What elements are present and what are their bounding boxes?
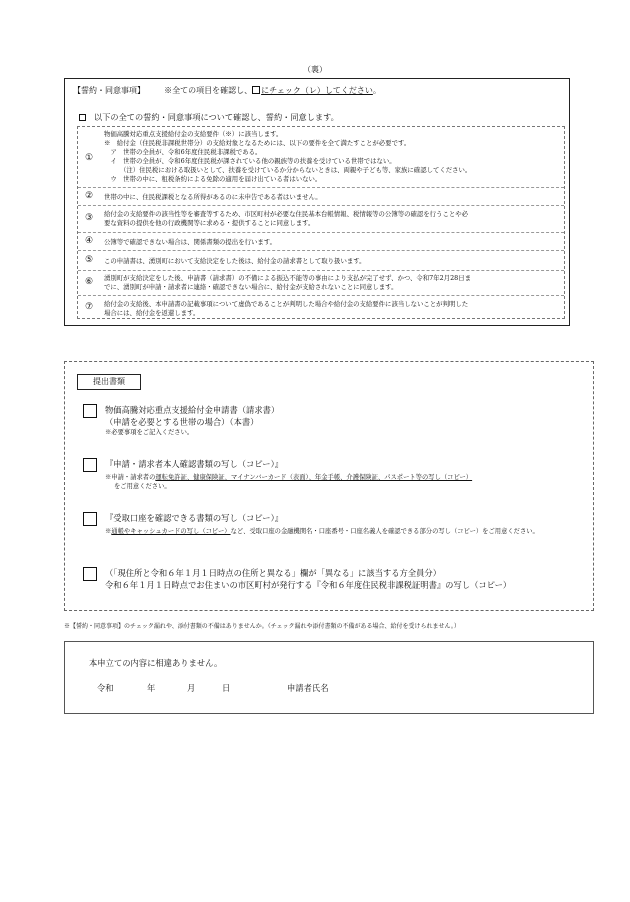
pledge-item-line: この申請書は、湧別町において支給決定をした後は、給付金の請求書として取り扱います。 [104,257,366,265]
pledge-item-line: ア 世帯の全員が、令和6年度住民税非課税である。 [104,148,262,156]
pledge-item-4 [78,232,564,250]
pledge-item-line: でに、湧別町が申請・請求者に連絡・確認できない場合に、給付金が支給されないことに同意します。 [104,283,398,291]
date-month-label: 月 [187,683,196,693]
document-subtitle: （申請を必要とする世帯の場合）（本書） [105,417,259,427]
page-side-label: （裏） [303,65,327,74]
document-checkbox[interactable] [83,512,97,526]
pledge-item-line: ウ 世帯の中に、租税条約による免除の適用を届け出ている者はいない。 [104,175,322,183]
checkbox-sample-icon [252,86,260,94]
document-condition: （「現住所と令和６年１月１日時点の住所と異なる」欄が「異なる」に該当する方全員分） [105,568,442,578]
pledge-instruction-suffix: 。 [372,86,381,95]
pledge-item-line: 場合には、給付金を返還します。 [104,309,200,317]
pledge-item-line: 給付金の支給後、本申請書の記載事項について虚偽であることが判明した場合や給付金の支給要件に該当しないことが判明した [104,300,469,308]
pledge-section [64,78,570,326]
pledge-item-line: イ 世帯の全員が、令和6年度住民税が課されている他の親族等の扶養を受けている世帯ではない。 [104,157,396,165]
pledge-item-number: ② [84,191,94,201]
pledge-item-number: ① [84,153,94,163]
pledge-item-line: 給付金の支給要件の該当性等を審査等するため、市区町村が必要な住民基本台帳情報、税情報等の公簿等の確認を行うことや必 [104,210,469,218]
documents-tab-label: 提出書類 [77,374,141,390]
document-title: 物価高騰対応重点支援給付金申請書（請求書） [105,405,280,415]
date-year-label: 年 [147,683,156,693]
pledge-item-7 [78,295,564,320]
pledge-item-number: ⑤ [84,255,94,265]
document-note-underlined: 通帳やキャッシュカードの写し（コピー） [111,528,231,535]
pledge-header [73,85,381,96]
date-day-label: 日 [222,683,231,693]
pledge-item-3 [78,205,564,232]
document-title: 『受取口座を確認できる書類の写し（コピー）』 [105,513,284,523]
pledge-agree-row[interactable] [79,112,339,123]
pledge-item-line: 世帯の中に、住民税課税となる所得があるのに未申告である者はいません。 [104,193,322,201]
pledge-item-2 [78,187,564,205]
pledge-item-number: ④ [84,236,94,246]
document-checkbox[interactable] [83,567,97,581]
pledge-item-number: ③ [84,213,94,223]
pledge-instruction-prefix: ※全ての項目を確認し、 [164,86,253,95]
checklist-footnote: ※【誓約・同意事項】のチェック漏れや、添付書類の不備はありませんか。（チェック漏れや添付書類の不備がある場合、給付を受けられません。） [64,623,460,630]
pledge-item-line: 要な資料の提供を他の行政機関等に求める・提供することに同意します。 [104,219,315,227]
document-note-underlined: 運転免許証、健康保険証、マイナンバーカード（表面）、年金手帳、介護保険証、パスポート等の写し（コピー） [155,474,473,481]
applicant-name-label: 申請者氏名 [287,683,329,693]
pledge-item-line: 湧別町が支給決定をした後、申請書（請求書）の不備による振込不能等の事由により支払が完了せず、かつ、令和7年2月28日ま [104,274,471,282]
pledge-item-6 [78,270,564,295]
pledge-item-5 [78,250,564,270]
date-era-label: 令和 [97,683,114,693]
pledge-item-line: 公簿等で確認できない場合は、関係書類の提出を行います。 [104,238,277,246]
pledge-item-1 [78,127,564,187]
pledge-item-line: 物価高騰対応重点支援給付金の支給要件（※）に該当します。 [104,130,283,138]
declaration-section [64,641,594,714]
pledge-item-line: ※ 給付金（住民税非課税世帯分）の支給対象となるためには、以下の要件を全て満たすことが必要です。 [104,139,411,147]
pledge-title: 【誓約・同意事項】 [73,86,145,95]
declaration-text: 本申立ての内容に相違ありません。 [89,658,223,668]
pledge-item-number: ⑦ [84,302,94,312]
pledge-agree-checkbox[interactable] [79,114,86,121]
pledge-items-frame [77,126,565,319]
document-checkbox[interactable] [83,404,97,418]
document-note: ※必要事項をご記入ください。 [105,429,194,436]
pledge-item-number: ⑥ [84,277,94,287]
document-checkbox[interactable] [83,458,97,472]
pledge-instruction-underlined: にチェック（レ）してください [261,86,373,95]
document-note: ※通帳やキャッシュカードの写し（コピー）など、受取口座の金融機関名・口座番号・口座名義人を確認できる部分の写し（コピー）をご用意ください。 [105,528,539,535]
document-title: 『申請・請求者本人確認書類の写し（コピー）』 [105,459,284,469]
required-documents-section [64,361,594,611]
document-note: ※申請・請求者の運転免許証、健康保険証、マイナンバーカード（表面）、年金手帳、介護保険証、パスポート等の写し（コピー） をご用意ください。 [105,474,473,490]
pledge-item-line: （注）住民税における取扱いとして、扶養を受けているか分からないときは、両親や子ども等、家族に確認してください。 [104,166,472,174]
document-title: 令和６年１月１日時点でお住まいの市区町村が発行する『令和６年度住民税非課税証明書』の写し（コピー） [105,580,512,590]
pledge-agree-text: 以下の全ての誓約・同意事項について確認し、誓約・同意します。 [94,112,339,122]
